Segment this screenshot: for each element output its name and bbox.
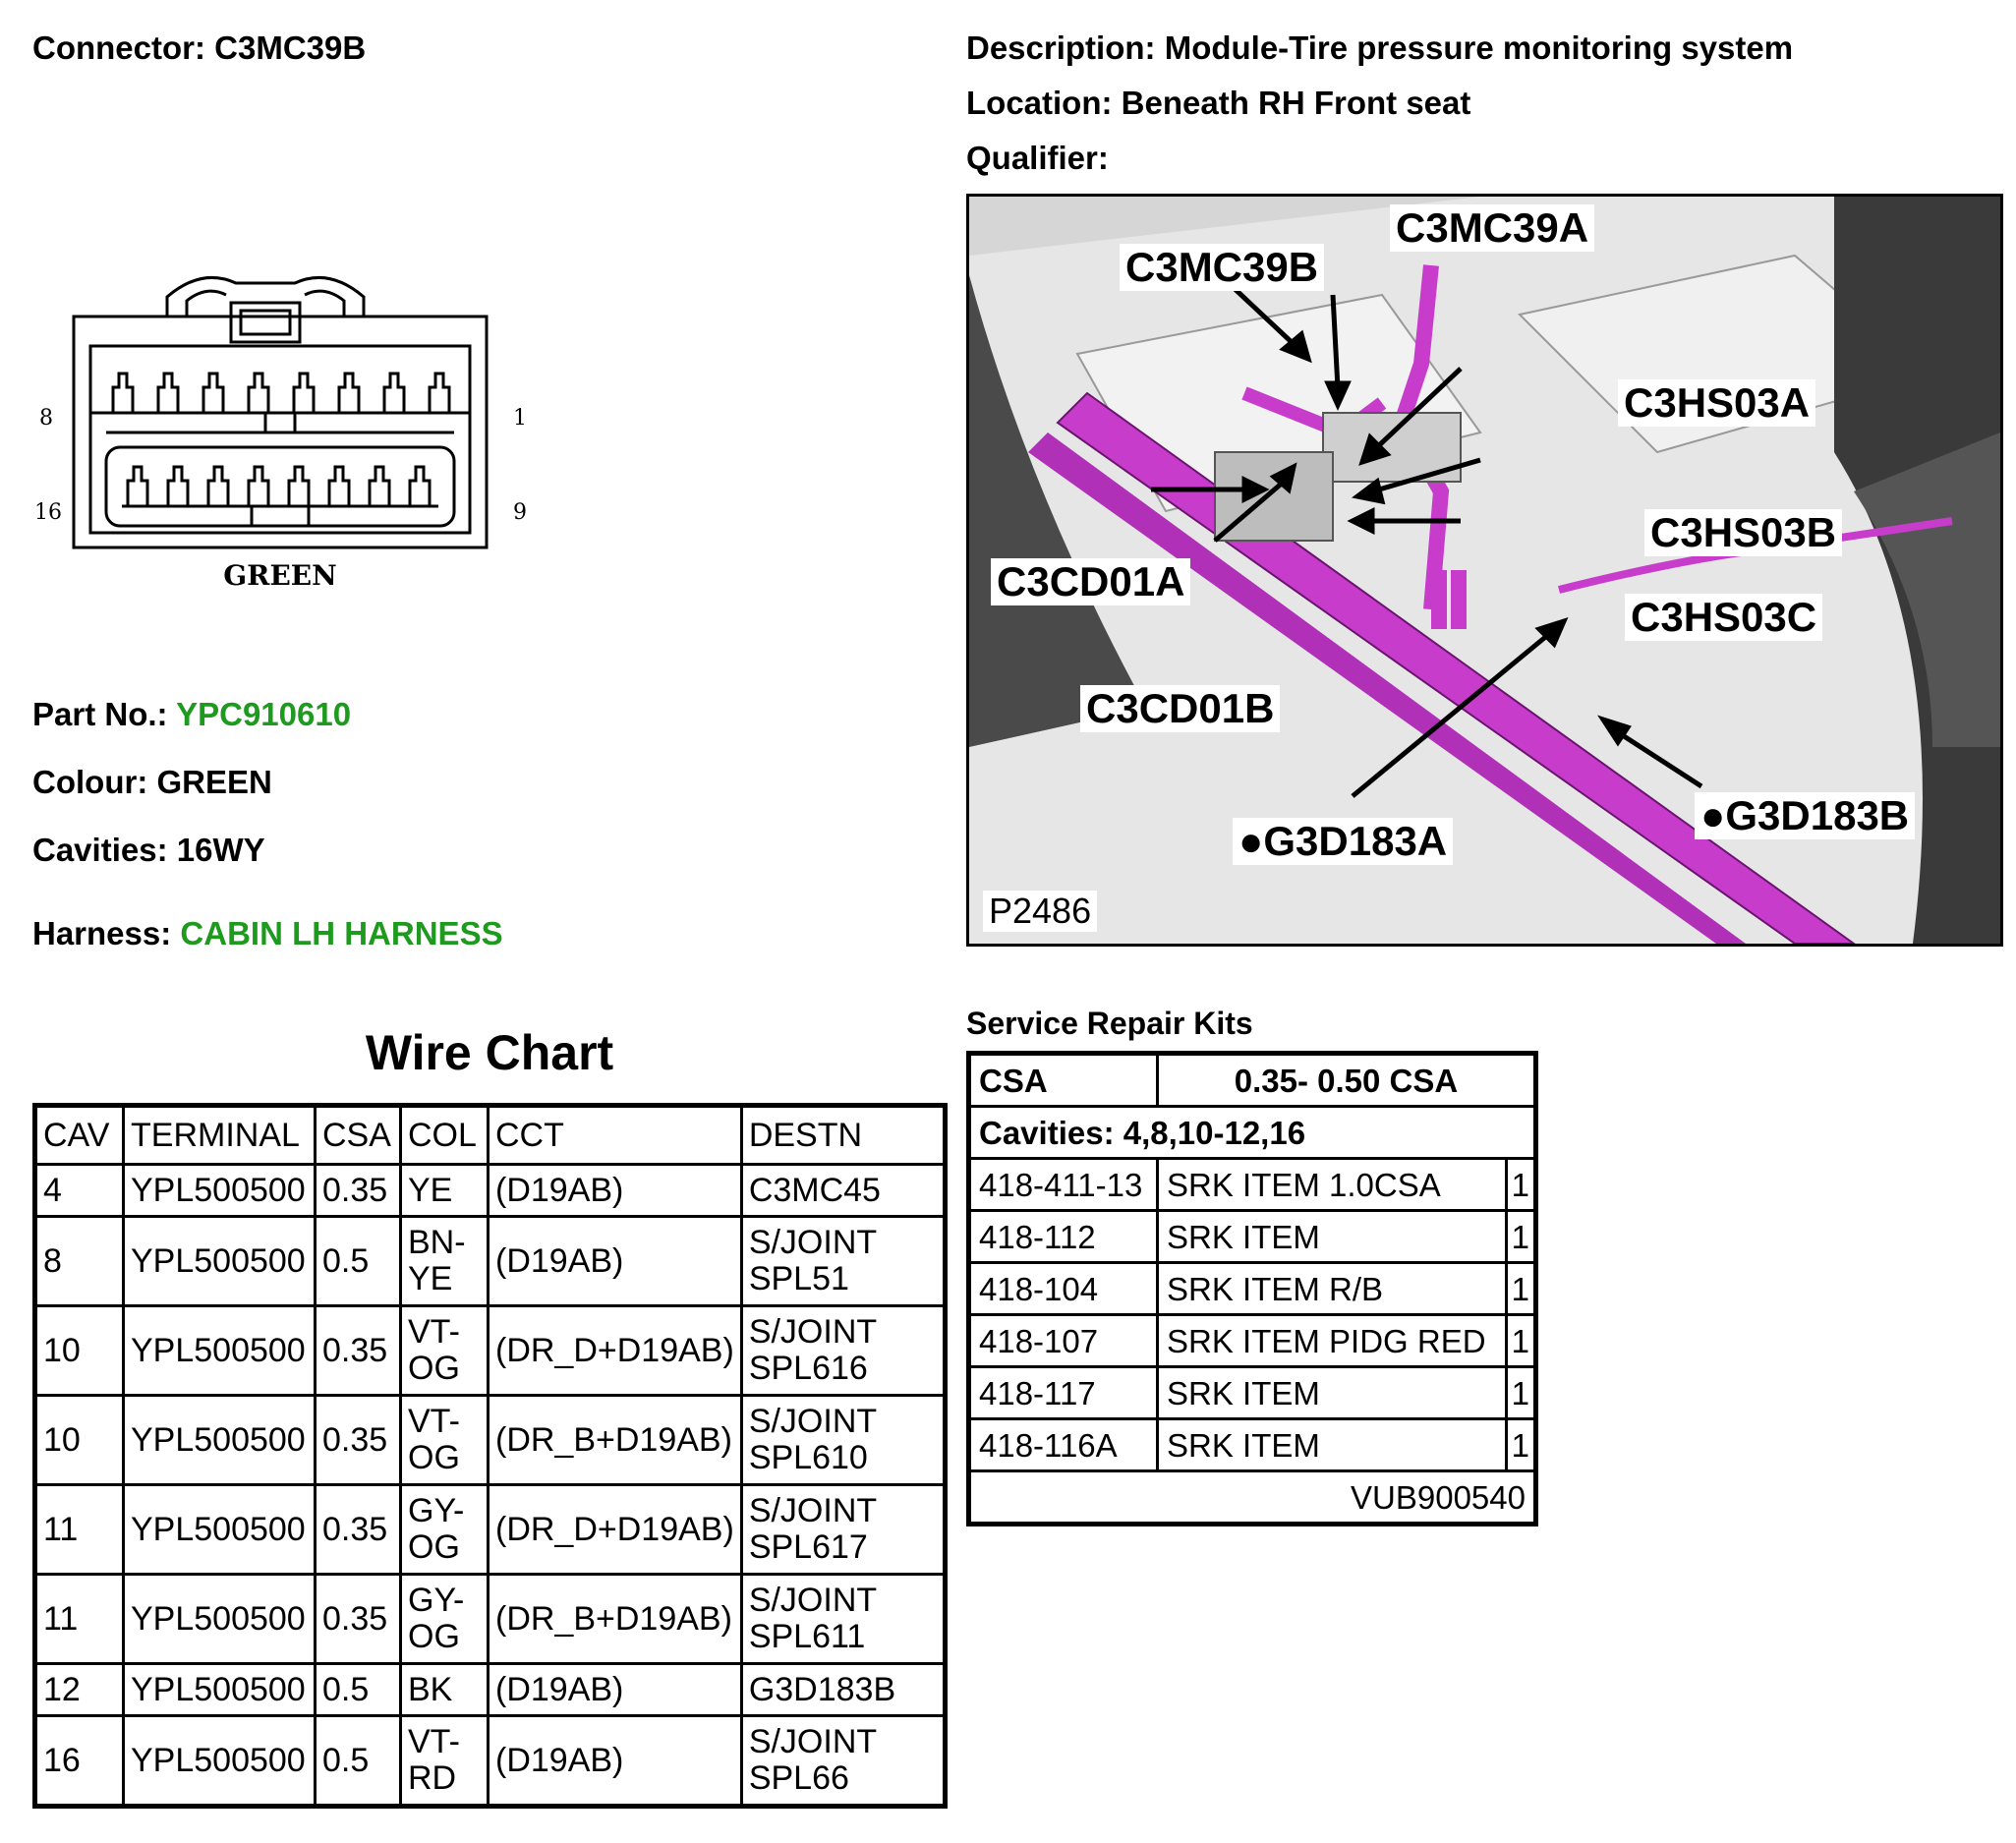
wire-cell-destn-text: SPL66 xyxy=(748,1759,849,1797)
wire-cell-cct xyxy=(489,1396,742,1485)
wire-cell-destn-text: S/JOINT xyxy=(748,1582,878,1619)
wire-cell-destn-text: SPL610 xyxy=(748,1439,868,1476)
srk-item-qty: 1 xyxy=(1506,1263,1535,1315)
connector-colour-label: GREEN xyxy=(223,559,337,592)
cavities-line xyxy=(32,832,265,869)
location-line xyxy=(966,85,1470,122)
wire-cell-csa-text: 0.35 xyxy=(322,1599,388,1638)
col-header-cav: CAV xyxy=(35,1106,124,1165)
wire-cell-cav-text: 8 xyxy=(43,1241,62,1280)
wire-cell-cav-text: 10 xyxy=(43,1331,81,1369)
wire-cell-csa xyxy=(316,1165,401,1217)
connector-heading xyxy=(32,29,366,67)
wire-cell-terminal xyxy=(124,1664,316,1716)
wire-cell-terminal xyxy=(124,1306,316,1396)
lower-pin-7 xyxy=(370,467,389,506)
col-header-terminal: TERMINAL xyxy=(124,1106,316,1165)
part-no-value: YPC910610 xyxy=(176,696,352,732)
wire-cell-csa xyxy=(316,1664,401,1716)
wire-cell-destn xyxy=(741,1716,945,1807)
wire-row xyxy=(35,1485,946,1575)
cavities-value: 16WY xyxy=(176,832,265,868)
colour-label: Colour: xyxy=(32,764,148,800)
callout-c3cd01b: C3CD01B xyxy=(1080,685,1280,732)
harness-label: Harness: xyxy=(32,915,172,951)
wire-row xyxy=(35,1217,946,1306)
wire-cell-csa-text: 0.35 xyxy=(322,1510,388,1548)
figure-reference: P2486 xyxy=(983,891,1097,932)
callout-g3d183b: ●G3D183B xyxy=(1695,792,1915,839)
wire-cell-destn xyxy=(741,1575,945,1664)
wire-cell-cct-text: (DR_B+D19AB) xyxy=(495,1420,732,1459)
location-figure xyxy=(966,194,2003,947)
wire-row xyxy=(35,1306,946,1396)
srk-item-qty: 1 xyxy=(1506,1159,1535,1211)
pin-label-1: 1 xyxy=(513,406,527,431)
wire-cell-csa xyxy=(316,1485,401,1575)
col-header-cct: CCT xyxy=(489,1106,742,1165)
wire-cell-csa-text: 0.5 xyxy=(322,1241,370,1280)
wire-cell-col-text: OG xyxy=(408,1350,460,1387)
srk-item-code: 418-117 xyxy=(969,1367,1158,1419)
colour-line xyxy=(32,764,272,801)
wire-cell-destn-text: SPL616 xyxy=(748,1350,868,1387)
wire-cell-col xyxy=(401,1575,489,1664)
srk-item-name: SRK ITEM PIDG RED xyxy=(1158,1315,1507,1367)
wire-cell-col-text: YE xyxy=(408,1260,453,1297)
wire-cell-terminal xyxy=(124,1575,316,1664)
wire-cell-cct-text: (D19AB) xyxy=(495,1670,624,1708)
upper-pin-4 xyxy=(249,374,268,413)
wire-cell-csa xyxy=(316,1217,401,1306)
callout-g3d183a: ●G3D183A xyxy=(1233,818,1453,865)
wire-cell-cct xyxy=(489,1716,742,1807)
wire-cell-col xyxy=(401,1716,489,1807)
wire-cell-col-text: VT- xyxy=(408,1313,460,1351)
wire-cell-cct xyxy=(489,1217,742,1306)
srk-item-code: 418-116A xyxy=(969,1419,1158,1471)
wire-cell-terminal xyxy=(124,1165,316,1217)
srk-cavities: Cavities: 4,8,10-12,16 xyxy=(969,1107,1536,1159)
wire-cell-destn xyxy=(741,1485,945,1575)
srk-item-row xyxy=(969,1263,1536,1315)
wire-cell-cct-text: (D19AB) xyxy=(495,1171,624,1209)
wire-cell-terminal-text: YPL500500 xyxy=(131,1331,306,1369)
wire-cell-csa-text: 0.5 xyxy=(322,1741,370,1779)
wire-cell-col xyxy=(401,1664,489,1716)
wire-cell-cav xyxy=(35,1396,124,1485)
wire-cell-destn-text: G3D183B xyxy=(748,1670,896,1708)
wire-cell-terminal-text: YPL500500 xyxy=(131,1599,306,1638)
wire-cell-col xyxy=(401,1306,489,1396)
srk-item-qty: 1 xyxy=(1506,1315,1535,1367)
wire-cell-cav-text: 16 xyxy=(43,1741,81,1779)
srk-csa-row xyxy=(969,1054,1536,1107)
wire-cell-terminal-text: YPL500500 xyxy=(131,1171,306,1209)
connector-label: Connector: xyxy=(32,29,205,66)
wire-cell-destn xyxy=(741,1165,945,1217)
wire-cell-cct xyxy=(489,1485,742,1575)
wire-cell-destn-text: S/JOINT xyxy=(748,1723,878,1760)
srk-title: Service Repair Kits xyxy=(966,1006,1253,1041)
wire-cell-csa-text: 0.5 xyxy=(322,1670,370,1708)
wire-cell-col xyxy=(401,1485,489,1575)
wire-cell-terminal xyxy=(124,1716,316,1807)
wire-cell-col xyxy=(401,1396,489,1485)
srk-item-qty: 1 xyxy=(1506,1211,1535,1263)
part-no-label: Part No.: xyxy=(32,696,168,732)
wire-cell-destn xyxy=(741,1217,945,1306)
lower-pin-6 xyxy=(329,467,349,506)
callout-c3hs03c: C3HS03C xyxy=(1625,594,1822,641)
colour-value: GREEN xyxy=(156,764,272,800)
col-header-csa: CSA xyxy=(316,1106,401,1165)
srk-item-qty: 1 xyxy=(1506,1367,1535,1419)
wire-cell-col-text: OG xyxy=(408,1439,460,1476)
wire-cell-csa-text: 0.35 xyxy=(322,1171,388,1209)
description-value: Module-Tire pressure monitoring system xyxy=(1164,29,1794,66)
location-value: Beneath RH Front seat xyxy=(1121,85,1471,121)
wire-cell-col-text: VT- xyxy=(408,1403,460,1440)
callout-c3mc39a: C3MC39A xyxy=(1390,204,1594,252)
srk-csa-range: 0.35- 0.50 CSA xyxy=(1158,1054,1536,1107)
wire-cell-destn xyxy=(741,1664,945,1716)
srk-item-qty: 1 xyxy=(1506,1419,1535,1471)
description-line xyxy=(966,29,1793,67)
lower-pin-8 xyxy=(410,467,430,506)
wire-cell-terminal xyxy=(124,1217,316,1306)
wire-cell-cav xyxy=(35,1485,124,1575)
wire-cell-cct xyxy=(489,1165,742,1217)
col-header-col: COL xyxy=(401,1106,489,1165)
upper-pin-6 xyxy=(339,374,359,413)
srk-item-row xyxy=(969,1159,1536,1211)
srk-item-name: SRK ITEM 1.0CSA xyxy=(1158,1159,1507,1211)
wire-chart-header-row xyxy=(35,1106,946,1165)
srk-item-code: 418-107 xyxy=(969,1315,1158,1367)
location-label: Location: xyxy=(966,85,1113,121)
srk-footer: VUB900540 xyxy=(969,1471,1536,1525)
wire-cell-col-text: BN- xyxy=(408,1224,466,1261)
callout-c3cd01a: C3CD01A xyxy=(991,558,1190,605)
wire-cell-destn-text: SPL617 xyxy=(748,1528,868,1566)
wire-cell-cav-text: 11 xyxy=(43,1510,79,1548)
wire-cell-terminal-text: YPL500500 xyxy=(131,1670,306,1708)
callout-c3hs03b: C3HS03B xyxy=(1644,509,1842,556)
pin-label-16: 16 xyxy=(34,500,62,525)
wire-cell-col xyxy=(401,1165,489,1217)
wire-cell-col-text: YE xyxy=(408,1171,453,1209)
wire-cell-terminal xyxy=(124,1485,316,1575)
lower-pin-2 xyxy=(168,467,188,506)
srk-item-code: 418-112 xyxy=(969,1211,1158,1263)
qualifier-label: Qualifier: xyxy=(966,140,1109,176)
srk-item-row xyxy=(969,1419,1536,1471)
lower-pin-1 xyxy=(128,467,147,506)
srk-cavities-row xyxy=(969,1107,1536,1159)
wire-cell-destn xyxy=(741,1306,945,1396)
srk-table xyxy=(966,1051,1538,1526)
wire-cell-destn-text: S/JOINT xyxy=(748,1224,878,1261)
srk-item-row xyxy=(969,1367,1536,1419)
callout-c3hs03a: C3HS03A xyxy=(1618,379,1815,427)
srk-item-code: 418-411-13 xyxy=(969,1159,1158,1211)
wire-cell-cct xyxy=(489,1575,742,1664)
wire-cell-destn-text: S/JOINT xyxy=(748,1403,878,1440)
wire-cell-destn-text: SPL51 xyxy=(748,1260,849,1297)
wire-cell-cav xyxy=(35,1575,124,1664)
wire-row xyxy=(35,1396,946,1485)
wire-cell-cct xyxy=(489,1306,742,1396)
upper-pin-7 xyxy=(384,374,404,413)
part-no-line xyxy=(32,696,351,733)
wire-cell-col-text: GY- xyxy=(408,1492,465,1529)
wire-cell-col-text: OG xyxy=(408,1618,460,1655)
wire-cell-csa xyxy=(316,1306,401,1396)
wire-row xyxy=(35,1165,946,1217)
wire-cell-destn-text: C3MC45 xyxy=(748,1171,881,1209)
upper-pin-3 xyxy=(203,374,223,413)
upper-pin-1 xyxy=(113,374,133,413)
wire-cell-cav xyxy=(35,1217,124,1306)
pin-label-8: 8 xyxy=(39,406,53,431)
wire-cell-cav-text: 10 xyxy=(43,1420,81,1459)
srk-item-code: 418-104 xyxy=(969,1263,1158,1315)
wire-row xyxy=(35,1575,946,1664)
wire-cell-cav xyxy=(35,1306,124,1396)
wire-cell-cav-text: 4 xyxy=(43,1171,62,1209)
harness-value: CABIN LH HARNESS xyxy=(180,915,503,951)
srk-item-row xyxy=(969,1315,1536,1367)
wire-cell-csa xyxy=(316,1716,401,1807)
upper-pin-5 xyxy=(294,374,314,413)
wire-row xyxy=(35,1664,946,1716)
qualifier-line xyxy=(966,140,1109,177)
srk-item-name: SRK ITEM xyxy=(1158,1419,1507,1471)
wire-cell-col xyxy=(401,1217,489,1306)
wire-cell-cct-text: (D19AB) xyxy=(495,1241,624,1280)
wire-cell-destn-text: SPL611 xyxy=(748,1618,866,1655)
wire-cell-destn-text: S/JOINT xyxy=(748,1313,878,1351)
wire-cell-cct xyxy=(489,1664,742,1716)
wire-cell-terminal-text: YPL500500 xyxy=(131,1741,306,1779)
srk-item-name: SRK ITEM xyxy=(1158,1211,1507,1263)
col-header-destn: DESTN xyxy=(741,1106,945,1165)
wire-cell-cct-text: (DR_D+D19AB) xyxy=(495,1331,734,1369)
wire-cell-cav xyxy=(35,1664,124,1716)
wire-cell-col-text: BK xyxy=(408,1670,453,1708)
cavities-label: Cavities: xyxy=(32,832,168,868)
wire-cell-destn xyxy=(741,1396,945,1485)
wire-cell-terminal-text: YPL500500 xyxy=(131,1241,306,1280)
wire-cell-csa xyxy=(316,1396,401,1485)
connector-face-diagram xyxy=(29,265,541,600)
wire-chart-title: Wire Chart xyxy=(365,1025,614,1080)
lower-pin-4 xyxy=(249,467,268,506)
srk-item-name: SRK ITEM xyxy=(1158,1367,1507,1419)
wire-cell-cav-text: 11 xyxy=(43,1599,79,1638)
wire-cell-terminal xyxy=(124,1396,316,1485)
wire-cell-csa-text: 0.35 xyxy=(322,1420,388,1459)
callout-c3mc39b: C3MC39B xyxy=(1120,244,1324,291)
harness-line xyxy=(32,915,503,952)
wire-cell-col-text: RD xyxy=(408,1759,457,1797)
wire-cell-terminal-text: YPL500500 xyxy=(131,1420,306,1459)
wire-cell-destn-text: S/JOINT xyxy=(748,1492,878,1529)
wire-cell-cct-text: (DR_D+D19AB) xyxy=(495,1510,734,1548)
description-label: Description: xyxy=(966,29,1156,66)
pin-label-9: 9 xyxy=(513,500,527,525)
wire-cell-csa-text: 0.35 xyxy=(322,1331,388,1369)
wire-cell-col-text: GY- xyxy=(408,1582,465,1619)
upper-pin-2 xyxy=(158,374,178,413)
wire-cell-col-text: OG xyxy=(408,1528,460,1566)
srk-item-row xyxy=(969,1211,1536,1263)
wire-cell-terminal-text: YPL500500 xyxy=(131,1510,306,1548)
srk-footer-row xyxy=(969,1471,1536,1525)
upper-pin-8 xyxy=(430,374,449,413)
wire-cell-cct-text: (D19AB) xyxy=(495,1741,624,1779)
wire-cell-cct-text: (DR_B+D19AB) xyxy=(495,1599,732,1638)
wire-cell-csa xyxy=(316,1575,401,1664)
srk-item-name: SRK ITEM R/B xyxy=(1158,1263,1507,1315)
lower-pin-3 xyxy=(208,467,228,506)
wire-cell-cav xyxy=(35,1165,124,1217)
wire-cell-col-text: VT- xyxy=(408,1723,460,1760)
connector-value: C3MC39B xyxy=(214,29,367,66)
wire-cell-cav xyxy=(35,1716,124,1807)
lower-pin-5 xyxy=(289,467,309,506)
wire-cell-cav-text: 12 xyxy=(43,1670,81,1708)
srk-csa-label: CSA xyxy=(969,1054,1158,1107)
wire-chart-table xyxy=(32,1103,948,1809)
wire-row xyxy=(35,1716,946,1807)
